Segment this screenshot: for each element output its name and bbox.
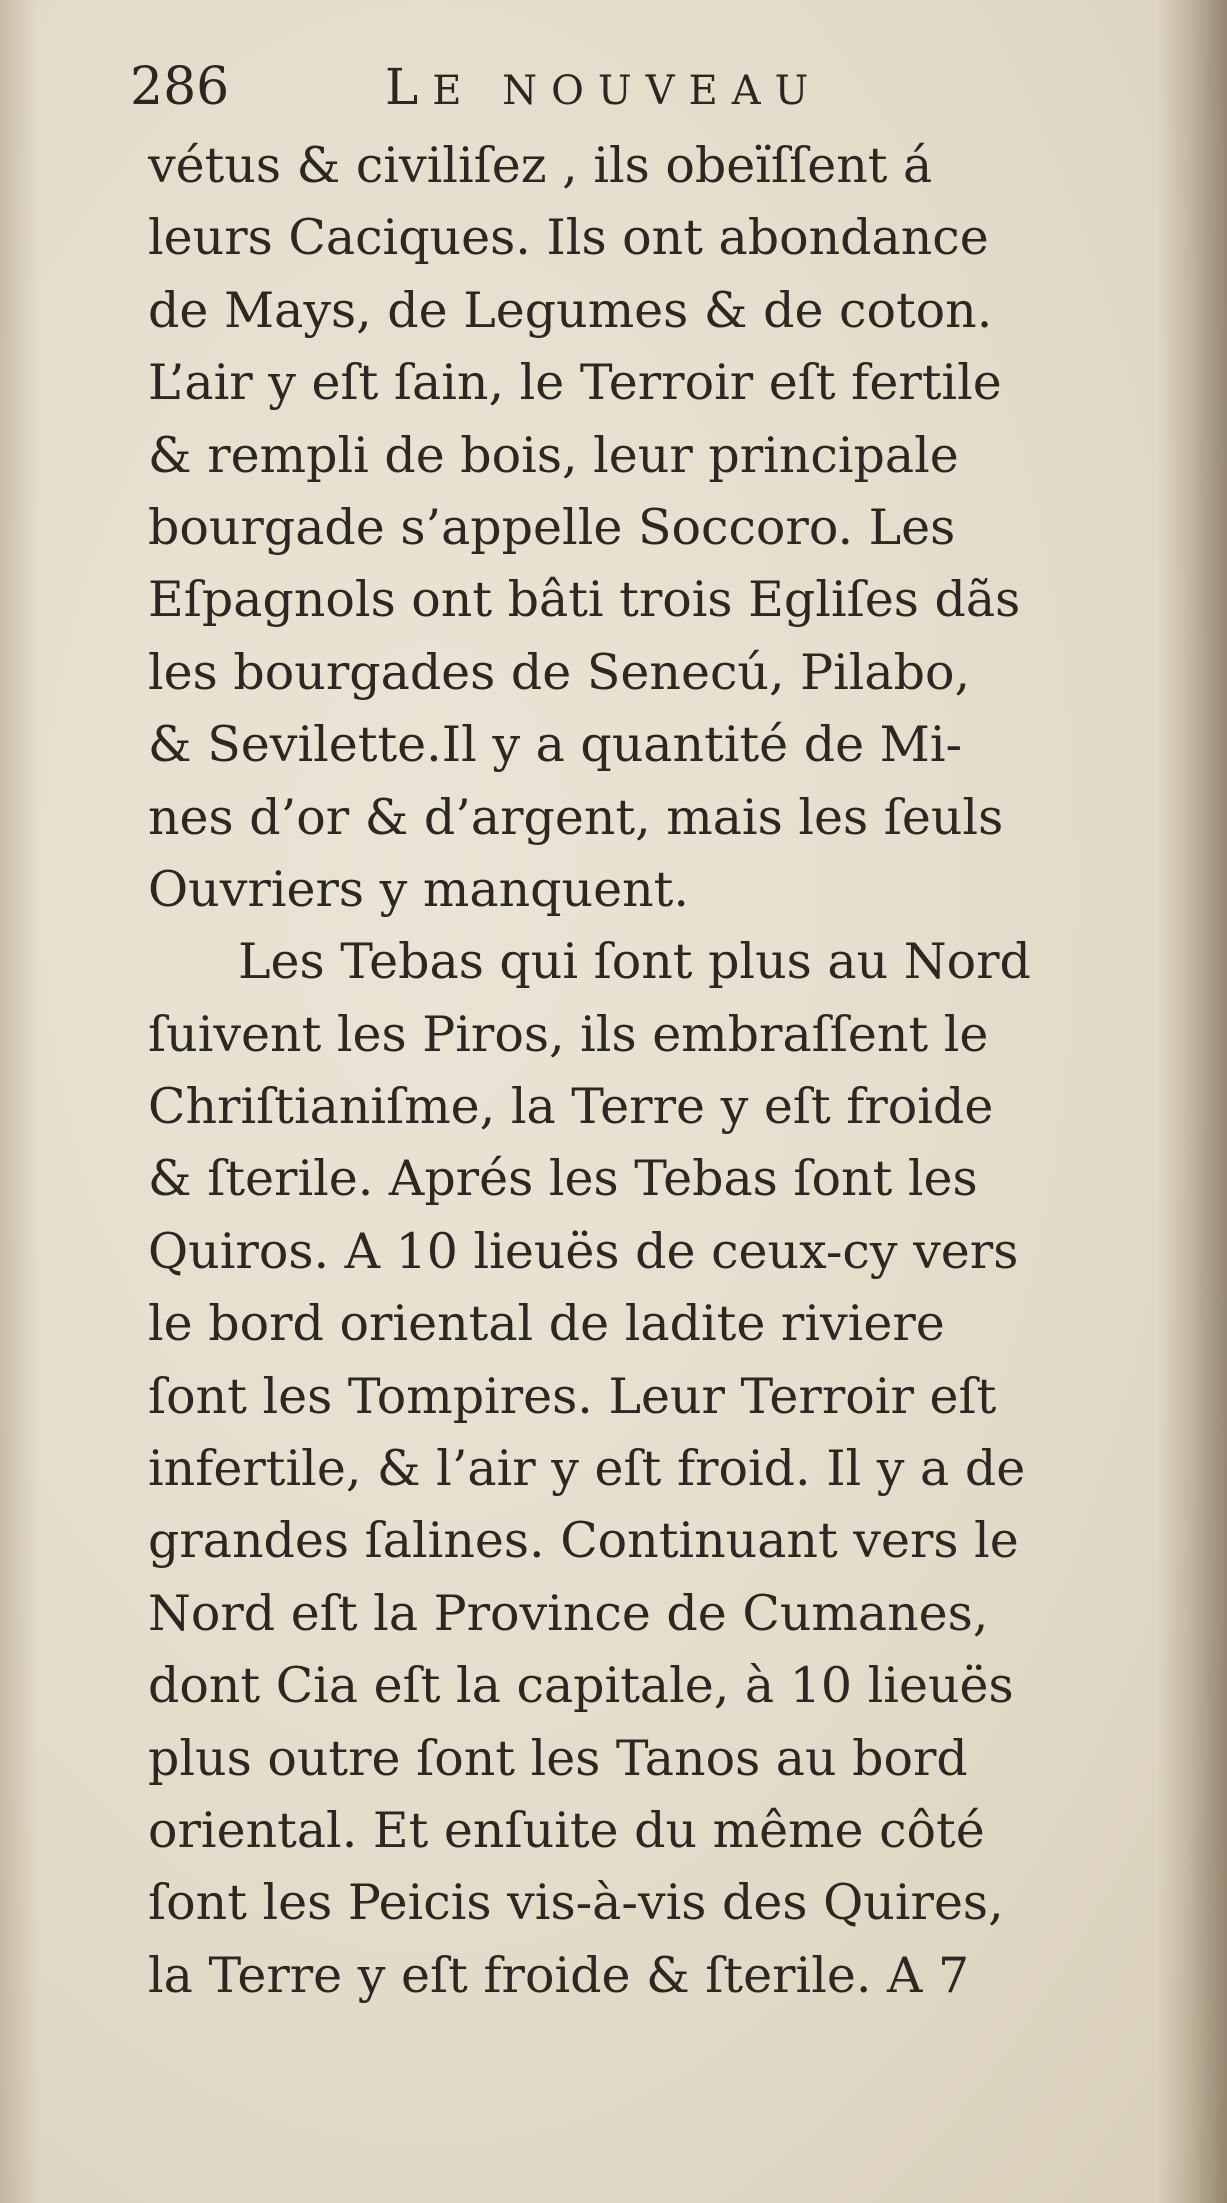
text-line: dont Cia eſt la capitale, à 10 lieuës: [148, 1657, 1014, 1715]
text-line: les bourgades de Senecú, Pilabo,: [148, 643, 971, 701]
text-line: la Terre y eſt froide & ſterile. A 7: [148, 1946, 970, 2004]
text-line: Ouvriers y manquent.: [148, 860, 689, 918]
running-title: [385, 52, 822, 126]
text-line: L’air y eſt ſain, le Terroir eſt fertile: [148, 354, 1002, 412]
running-title-initial: L: [385, 58, 433, 116]
text-line: grandes ſalines. Continuant vers le: [148, 1512, 1019, 1570]
text-line: Nord eſt la Province de Cumanes,: [148, 1584, 989, 1642]
text-line: infertile, & l’air y eſt froid. Il y a de: [148, 1440, 1026, 1498]
text-line: & ſterile. Aprés les Tebas ſont les: [148, 1150, 978, 1208]
paragraph-start-line: Les Tebas qui ſont plus au Nord: [238, 933, 1031, 991]
text-line: ſuivent les Piros, ils embraſſent le: [148, 1005, 989, 1063]
body-text: [148, 130, 1188, 2012]
text-line: & Sevilette.Il y a quantité de Mi-: [148, 716, 963, 774]
page-left-edge: [0, 0, 40, 2203]
text-line: plus outre ſont les Tanos au bord: [148, 1729, 968, 1787]
text-line: nes d’or & d’argent, mais les ſeuls: [148, 788, 1004, 846]
text-line: vétus & civiliſez , ils obeïſſent á: [148, 137, 933, 194]
text-line: oriental. Et enſuite du même côté: [148, 1801, 985, 1859]
text-line: de Mays, de Legumes & de coton.: [148, 281, 993, 339]
text-line: le bord oriental de ladite riviere: [148, 1295, 945, 1353]
text-line: Quiros. A 10 lieuës de ceux-cy vers: [148, 1222, 1019, 1280]
text-line: Chriſtianiſme, la Terre y eſt froide: [148, 1078, 994, 1136]
page-number: 286: [130, 57, 230, 117]
text-line: leurs Caciques. Ils ont abondance: [148, 209, 989, 267]
text-line: ſont les Peicis vis-à-vis des Quires,: [148, 1874, 1004, 1932]
text-line: & rempli de bois, leur principale: [148, 426, 959, 484]
text-line: ſont les Tompires. Leur Terroir eſt: [148, 1367, 997, 1425]
text-line: bourgade s’appelle Soccoro. Les: [148, 498, 956, 556]
text-line: Eſpagnols ont bâti trois Egliſes dãs: [148, 571, 1021, 629]
page-header: [130, 52, 1130, 132]
running-title-rest: E NOUVEAU: [432, 68, 823, 114]
